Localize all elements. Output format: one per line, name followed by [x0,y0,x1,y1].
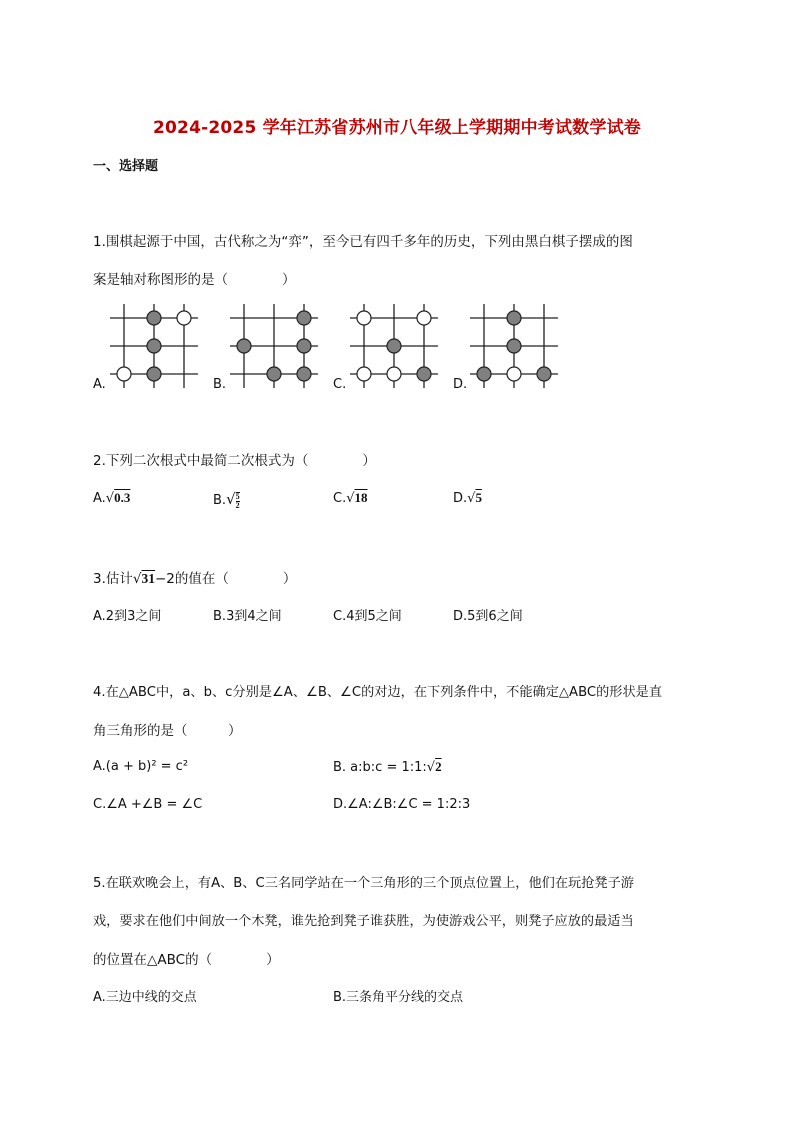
q3-option-d-label: D. [453,609,468,624]
page-title: 2024-2025 学年江苏省苏州市八年级上学期期中考试数学试卷 [152,118,641,138]
q1-option-a-label: A. [93,377,106,392]
q1-line1: 1.围棋起源于中国，古代称之为“弈”，至今已有四千多年的历史，下列由黑白棋子摆成的图 [93,234,633,250]
q1-option-d-label: D. [453,377,468,392]
radical-sign: √ [132,571,142,587]
radical-sign: √ [105,491,115,506]
q4-option-b-radicand: 2 [435,759,442,774]
q2-option-c-radicand: 18 [354,490,368,505]
q3-option-c-text: 4到5之间 [346,609,402,624]
go-board-b-figure [228,302,320,390]
q3-option-c [333,605,402,624]
go-board-a-figure [108,302,200,390]
q3-option-a-label: A. [93,609,106,624]
q3-option-d [453,605,523,624]
q3-option-b [213,605,282,624]
q5-line1: 5.在联欢晚会上，有A、B、C三名同学站在一个三角形的三个顶点位置上，他们在玩抢凳子游 [93,876,634,891]
q2-option-b [213,490,240,510]
q4-option-b-text: B. a:b:c = 1:1: [333,760,427,775]
q3-stem [93,567,296,587]
q2-stem: 2.下列二次根式中最简二次根式为（ ） [93,453,376,469]
q3-radicand: 31 [141,571,155,586]
q4-option-c: C.∠A +∠B = ∠C [93,797,203,812]
q4-line2: 角三角形的是（ ） [93,723,242,739]
q4-option-d: D.∠A:∠B:∠C = 1:2:3 [333,797,471,812]
radical-sign: √ [346,491,355,506]
q2-option-d-label: D. [453,491,468,506]
q5-line2: 戏，要求在他们中间放一个木凳，谁先抢到凳子谁获胜，为使游戏公平，则凳子应放的最适当 [93,914,634,929]
q4-option-a: A.(a + b)² = c² [93,759,189,774]
q5-line3: 的位置在△ABC的（ ） [93,952,280,968]
radical-sign: √ [226,490,236,508]
q2-option-d [453,490,482,506]
q2-option-a [93,490,130,506]
q3-option-a [93,605,161,624]
q2-option-b-label: B. [213,493,227,508]
q2-option-b-numerator: 5 [235,491,240,501]
q3-option-c-label: C. [333,609,347,624]
q3-option-a-text: 2到3之间 [105,609,162,624]
go-board-d-figure [468,302,560,390]
q4-line1: 4.在△ABC中，a、b、c分别是∠A、∠B、∠C的对边，在下列条件中，不能确定△ABC的形状是直 [93,685,663,700]
q5-option-b: B.三条角平分线的交点 [333,990,464,1005]
radical-sign: √ [426,760,436,775]
section-heading: 一、选择题 [93,159,159,174]
q2-option-b-denominator: 2 [235,500,240,510]
q3-stem-pre: 3.估计 [93,571,133,587]
q1-option-c-label: C. [333,377,347,392]
go-board-c-figure [348,302,440,390]
q3-option-b-text: 3到4之间 [226,609,282,624]
q3-stem-post: −2的值在（ ） [155,571,297,587]
q2-option-c [333,490,368,506]
q1-option-b-label: B. [213,377,227,392]
q2-option-d-radicand: 5 [475,490,482,505]
q2-option-b-fraction [236,492,240,510]
q3-option-b-label: B. [213,609,227,624]
q5-option-a: A.三边中线的交点 [93,990,197,1005]
q4-option-b [333,759,442,775]
q2-option-a-label: A. [93,491,106,506]
radical-sign: √ [467,491,476,506]
q2-option-c-label: C. [333,491,347,506]
q2-option-a-radicand: 0.3 [114,490,131,505]
q1-line2: 案是轴对称图形的是（ ） [93,272,296,288]
q3-option-d-text: 5到6之间 [467,609,523,624]
